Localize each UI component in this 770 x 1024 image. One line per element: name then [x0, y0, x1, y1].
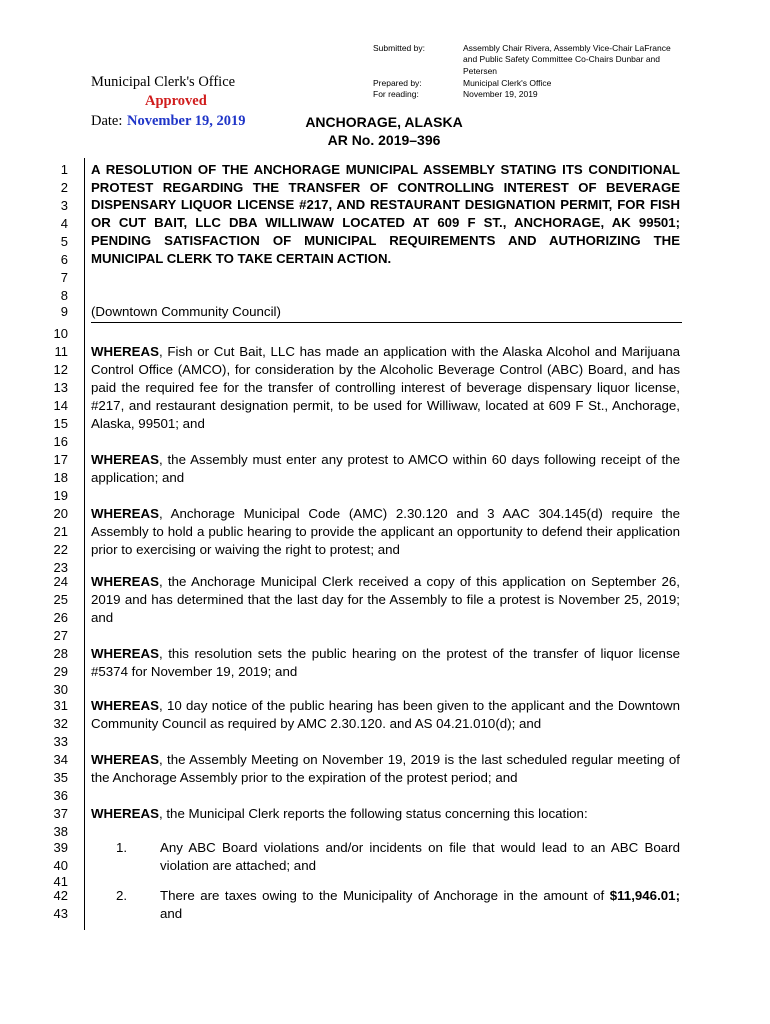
line-number: 43 [53, 906, 68, 921]
line-number: 20 [53, 506, 68, 521]
line-number: 36 [53, 788, 68, 803]
whereas-label: WHEREAS [91, 344, 159, 359]
line-number: 4 [60, 216, 68, 231]
line-number: 18 [53, 470, 68, 485]
line-number: 1 [60, 162, 68, 177]
prepared-by-value: Municipal Clerk's Office [463, 78, 552, 88]
submitted-by-value-2: and Public Safety Committee Co-Chairs Dunbar and [463, 54, 661, 64]
whereas-clause-3 [91, 505, 680, 559]
clause-text: , 10 day notice of the public hearing has been given to the applicant and the Downtown Community Council as required by AMC 2.30.120. and AS 04.21.010(d); and [91, 698, 680, 731]
whereas-label: WHEREAS [91, 574, 159, 589]
line-number: 40 [53, 858, 68, 873]
whereas-clause-4 [91, 573, 680, 627]
line-number: 17 [53, 452, 68, 467]
whereas-clause-8 [91, 805, 680, 823]
document-title-line-1: ANCHORAGE, ALASKA [305, 114, 463, 130]
resolution-title: A RESOLUTION OF THE ANCHORAGE MUNICIPAL ASSEMBLY STATING ITS CONDITIONAL PROTEST REGARDING THE TRANSFER OF CONTROLLING INTEREST OF BEVERAGE DISPENSARY LIQUOR LICENSE #217, AND RESTAURANT DESIGNATION PERMIT, FOR FISH OR CUT BAIT, LLC DBA WILLIWAW LOCATED AT 609 F ST., ANCHORAGE, AK 99501; PENDING SATISFACTION OF MUNICIPAL REQUIREMENTS AND AUTHORIZING THE MUNICIPAL CLERK TO TAKE CERTAIN ACTION. [91, 162, 680, 266]
line-number: 29 [53, 664, 68, 679]
line-number: 27 [53, 628, 68, 643]
line-number: 31 [53, 698, 68, 713]
whereas-clause-2 [91, 451, 680, 487]
clause-text: , Fish or Cut Bait, LLC has made an application with the Alaska Alcohol and Marijuana Control Office (AMCO), for consideration by the Alcoholic Beverage Control (ABC) Board, and has paid the required fee for the transfer of controlling interest of beverage dispensary liquor license, #217, and restaurant designation permit, to be used for Williwaw, located at 609 F St., Anchorage, Alaska, 99501; and [91, 344, 680, 431]
line-number: 19 [53, 488, 68, 503]
whereas-clause-7 [91, 751, 680, 787]
line-number: 28 [53, 646, 68, 661]
document-title-line-2: AR No. 2019–396 [327, 132, 441, 148]
whereas-clause-5 [91, 645, 680, 681]
list-item-number: 1. [116, 840, 128, 855]
section-divider [91, 322, 682, 323]
list-item-text [160, 887, 680, 923]
whereas-label: WHEREAS [91, 752, 159, 767]
line-number: 2 [60, 180, 68, 195]
line-number: 8 [60, 288, 68, 303]
line-number: 25 [53, 592, 68, 607]
for-reading-label: For reading: [373, 89, 419, 99]
approved-stamp: Approved [145, 93, 207, 109]
line-number: 7 [60, 270, 68, 285]
line-number: 15 [53, 416, 68, 431]
clause-text: , the Anchorage Municipal Clerk received a copy of this application on September 26, 2019 and has determined that the last day for the Assembly to file a protest is November 25, 2019; and [91, 574, 680, 625]
line-number: 6 [60, 252, 68, 267]
item-tail: and [160, 906, 183, 921]
line-number: 5 [60, 234, 68, 249]
line-number: 23 [53, 560, 68, 575]
line-number: 14 [53, 398, 68, 413]
whereas-label: WHEREAS [91, 646, 159, 661]
whereas-label: WHEREAS [91, 698, 159, 713]
tax-amount: $11,946.01; [609, 888, 680, 903]
whereas-label: WHEREAS [91, 506, 159, 521]
line-number: 33 [53, 734, 68, 749]
stamp-date-value: November 19, 2019 [127, 113, 246, 129]
line-number: 34 [53, 752, 68, 767]
clause-text: , the Municipal Clerk reports the following status concerning this location: [158, 806, 588, 821]
submitted-by-value-1: Assembly Chair Rivera, Assembly Vice-Chair LaFrance [463, 43, 671, 53]
line-number: 3 [60, 198, 68, 213]
clause-text: , Anchorage Municipal Code (AMC) 2.30.120 and 3 AAC 304.145(d) require the Assembly to hold a public hearing to provide the applicant an opportunity to defend their application prior to exercising or waiving the right to protest; and [91, 506, 680, 557]
council-name: (Downtown Community Council) [91, 304, 281, 319]
list-item-text: Any ABC Board violations and/or incidents on file that would lead to an ABC Board violation are attached; and [160, 840, 680, 873]
clause-text: , the Assembly Meeting on November 19, 2019 is the last scheduled regular meeting of the Anchorage Assembly prior to the expiration of the protest period; and [91, 752, 680, 785]
line-number: 22 [53, 542, 68, 557]
whereas-clause-6 [91, 697, 680, 733]
whereas-label: WHEREAS [91, 452, 159, 467]
line-number: 42 [53, 888, 68, 903]
line-number: 30 [53, 682, 68, 697]
line-number: 10 [53, 326, 68, 341]
line-number: 16 [53, 434, 68, 449]
for-reading-value: November 19, 2019 [463, 89, 538, 99]
list-item-number: 2. [116, 888, 128, 903]
stamp-date-label: Date: [91, 113, 123, 129]
submitted-by-label: Submitted by: [373, 43, 425, 53]
line-number: 21 [53, 524, 68, 539]
line-number: 37 [53, 806, 68, 821]
prepared-by-label: Prepared by: [373, 78, 422, 88]
line-number-gutter-rule [84, 158, 85, 930]
line-number: 24 [53, 574, 68, 589]
line-number: 9 [60, 304, 68, 319]
clause-text: , the Assembly must enter any protest to AMCO within 60 days following receipt of the application; and [91, 452, 680, 485]
line-number: 41 [53, 874, 68, 889]
clerk-office-stamp: Municipal Clerk's Office [91, 74, 236, 90]
clause-text: , this resolution sets the public hearing on the protest of the transfer of liquor license #5374 for November 19, 2019; and [91, 646, 680, 679]
whereas-clause-1 [91, 343, 680, 433]
item-text: There are taxes owing to the Municipality of Anchorage in the amount of [160, 888, 610, 903]
line-number: 13 [53, 380, 68, 395]
whereas-label: WHEREAS [91, 806, 159, 821]
line-number: 11 [54, 344, 68, 359]
line-number: 39 [53, 840, 68, 855]
submitted-by-value-3: Petersen [463, 66, 498, 76]
line-number: 32 [53, 716, 68, 731]
line-number: 38 [53, 824, 68, 839]
line-number: 26 [53, 610, 68, 625]
line-number: 12 [53, 362, 68, 377]
line-number: 35 [53, 770, 68, 785]
